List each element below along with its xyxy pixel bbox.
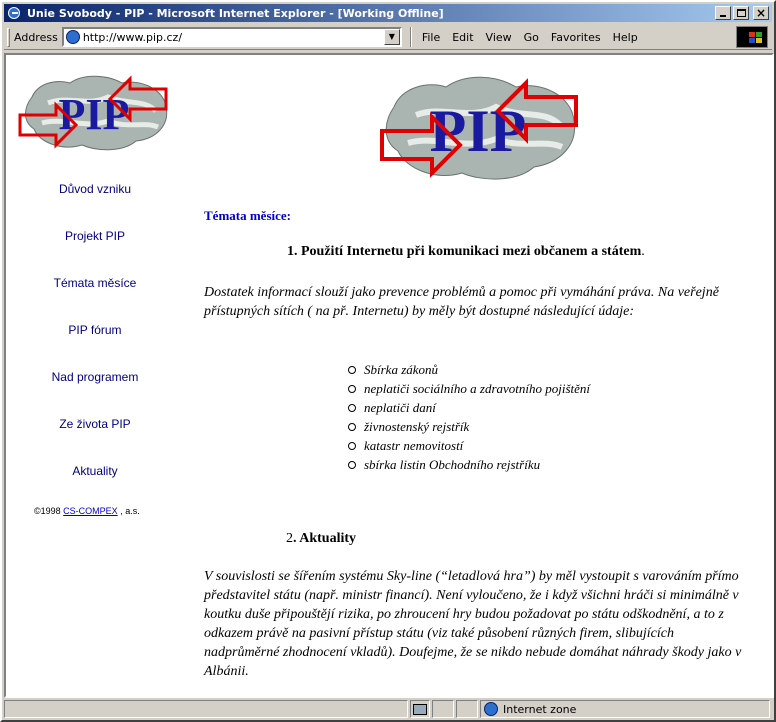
list-item: živnostenský rejstřík [348,417,590,436]
section-label: Témata měsíce: [204,208,291,223]
menu-go[interactable]: Go [523,30,539,44]
address-label: Address [14,30,58,44]
address-field[interactable] [62,27,402,47]
menu-help[interactable]: Help [612,30,638,44]
heading-2-number: 2 [286,531,293,546]
heading-1-dot: . [641,244,645,259]
heading-1 [287,244,645,260]
list-item: Sbírka zákonů [348,360,590,379]
sidebar-item-pip-forum[interactable]: PIP fórum [68,323,122,337]
copyright-suffix: , a.s. [120,506,140,516]
sidebar [6,55,186,698]
list-item: neplatiči daní [348,398,590,417]
address-dropdown-button[interactable]: ▼ [384,29,400,45]
sidebar-item-duvod-vzniku[interactable]: Důvod vzniku [58,182,132,196]
list-item: katastr nemovitostí [348,436,590,455]
windows-logo-icon [736,26,768,48]
list-item: neplatiči sociálního a zdravotního pojištění [348,379,590,398]
sidebar-item-nad-programem[interactable]: Nad programem [51,370,139,384]
maximize-button[interactable] [733,6,749,20]
address-toolbar [4,25,772,50]
heading-2 [286,531,356,547]
cs-compex-link[interactable]: CS-COMPEX [63,506,118,516]
title-bar[interactable] [4,4,772,22]
close-button[interactable]: × [753,6,769,20]
list-item: sbírka listin Obchodního rejstříku [348,455,590,474]
menu-view[interactable]: View [485,30,512,44]
security-pane [432,700,454,718]
sidebar-item-temata-mesice[interactable]: Témata měsíce [53,276,137,290]
minimize-button[interactable] [715,6,731,20]
copyright-prefix: ©1998 [34,506,61,516]
pip-logo-small [18,67,170,157]
offline-computer-icon [413,704,427,715]
address-value[interactable]: http://www.pip.cz/ [82,30,183,44]
menu-file[interactable]: File [421,30,441,44]
page-icon [66,30,80,44]
paragraph-1: Dostatek informací slouží jako prevence problémů a pomoc při vymáhání práva. Na veřejně přístupných sítích ( na př. Internetu) by měly být dostupné následující údaje: [204,285,719,319]
menu-favorites[interactable]: Favorites [550,30,601,44]
offline-pane [410,700,430,718]
copyright [34,506,140,516]
toolbar-grip[interactable] [7,28,10,47]
menu-edit[interactable]: Edit [452,30,474,44]
menu-bar [416,31,644,44]
main-content [204,55,764,698]
internet-zone-icon [484,702,498,716]
sidebar-item-projekt-pip[interactable]: Projekt PIP [64,229,126,243]
paragraph-2: V souvislosti se šířením systému Sky-line (“letadlová hra”) by měl vystoupit s varováním přímo představitel státu (např. ministr financí). Není vyloučeno, že i když všichni hráči si minimálně v koutku duše připouštějí rizika, po zhroucení hry budou požadovat po státu odškodnění, a to z odkazem právě na pasivní přístup státu (viz také působení různých firem, slibujících nadprůměrné zhodnocení vkladů). Doufejme, že se nikdo nebude domáhat náhrady škody jako v Albánii. [204,569,742,679]
progress-pane [456,700,478,718]
svg-text:PIP: PIP [429,98,527,164]
ie-icon [7,6,23,20]
sidebar-item-ze-zivota-pip[interactable]: Ze života PIP [59,417,131,431]
status-bar [4,700,772,720]
heading-2-text: . Aktuality [293,531,357,546]
toolbar-separator [410,27,412,47]
status-text-pane [4,700,408,718]
data-list [348,360,590,474]
page-viewport[interactable] [4,53,774,698]
heading-1-text: 1. Použití Internetu při komunikaci mezi občanem a státem [287,244,642,259]
zone-pane [480,700,770,718]
sidebar-item-aktuality[interactable]: Aktuality [72,464,118,478]
zone-label: Internet zone [503,702,577,716]
svg-text:PIP: PIP [58,90,130,139]
window-title: Unie Svobody - PIP - Microsoft Internet Explorer - [Working Offline] [27,6,444,20]
